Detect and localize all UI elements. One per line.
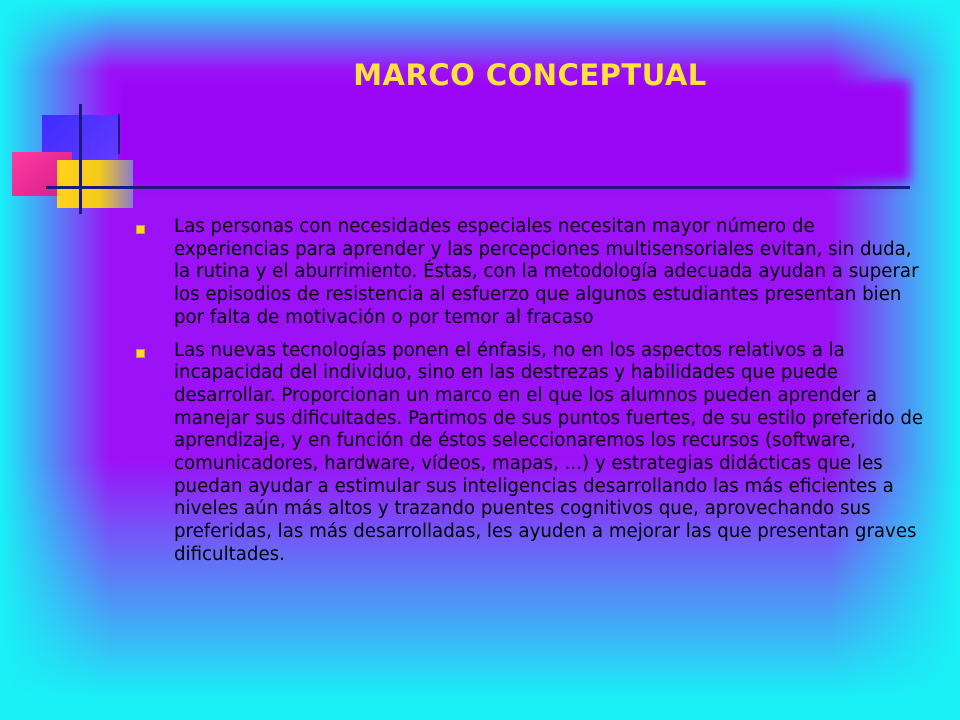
logo-vertical-line	[79, 104, 82, 214]
bullet-icon	[136, 225, 145, 234]
title-panel	[118, 80, 910, 182]
bullet-text: Las personas con necesidades especiales necesitan mayor número de experiencias para aprender y las percepciones multisensoriales evitan, sin duda, la rutina y el aburrimiento. Éstas, con la metodología adecuada ayudan a superar los episodios de resistencia al esfuerzo que algunos estudiantes presentan bien por falta de motivación o por temor al fracaso	[174, 216, 919, 328]
slide-title: MARCO CONCEPTUAL	[353, 58, 707, 92]
logo-edge-line	[118, 114, 120, 154]
logo-yellow-square	[57, 160, 133, 208]
list-item	[136, 340, 926, 567]
bullet-list	[136, 216, 926, 577]
bullet-text: Las nuevas tecnologías ponen el énfasis, no en los aspectos relativos a la incapacidad del individuo, sino en las destrezas y habilidades que puede desarrollar. Proporcionan un marco en el que los alumnos pueden aprender a manejar sus dificultades. Partimos de sus puntos fuertes, de su estilo preferido de aprendizaje, y en función de éstos seleccionaremos los recursos (software, comunicadores, hardware, vídeos, mapas, ...) y estrategias didácticas que les puedan ayudar a estimular sus inteligencias desarrollando las más eficientes a niveles aún más altos y trazando puentes cognitivos que, aprovechando sus preferidas, las más desarrolladas, les ayuden a mejorar las que presentan graves dificultades.	[174, 339, 924, 565]
title-underline	[46, 186, 910, 189]
decorative-logo	[0, 0, 160, 230]
list-item	[136, 216, 926, 330]
bullet-icon	[136, 349, 145, 358]
